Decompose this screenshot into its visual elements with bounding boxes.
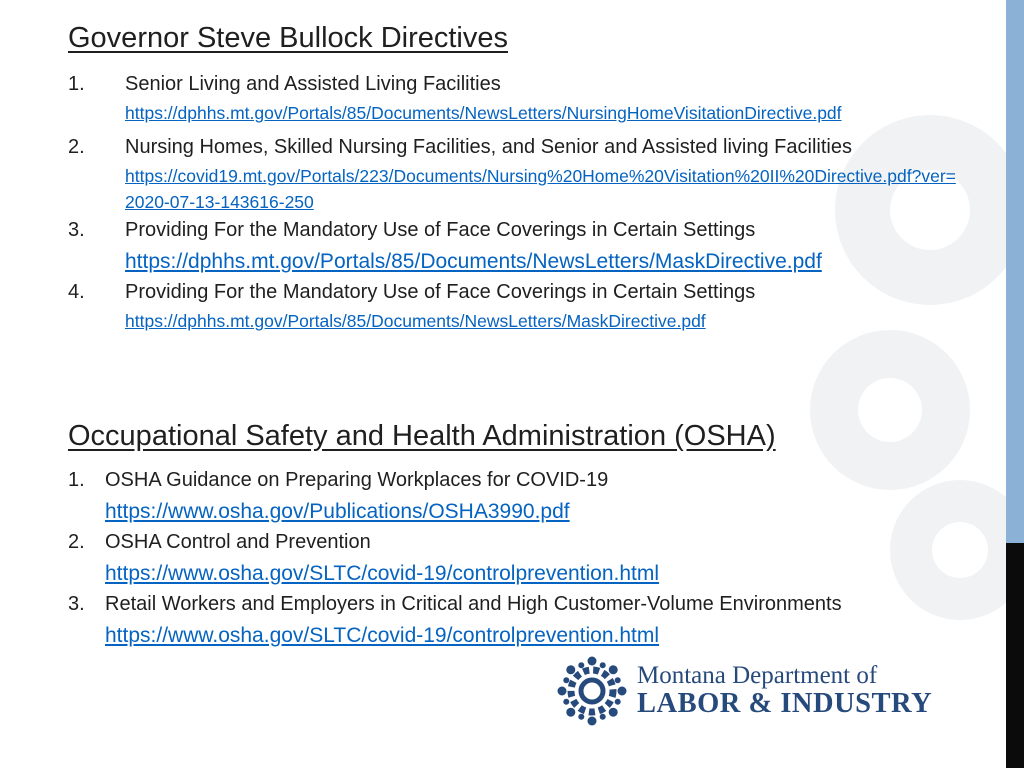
governor-directives-heading: Governor Steve Bullock Directives <box>68 22 508 54</box>
dark-side-bar <box>1006 543 1024 768</box>
osha-item-title: Retail Workers and Employers in Critical and High Customer-Volume Environments <box>105 593 842 615</box>
directive-link[interactable]: https://covid19.mt.gov/Portals/223/Documents/Nursing%20Home%20Visitation%20II%20Directive.pdf?ver=2020-07-13-143616-250 <box>125 166 956 212</box>
directive-title: Senior Living and Assisted Living Facilities <box>125 73 501 95</box>
osha-item-title: OSHA Control and Prevention <box>105 531 371 553</box>
item-number: 2. <box>68 136 85 158</box>
directive-link[interactable]: https://dphhs.mt.gov/Portals/85/Documents/NewsLetters/MaskDirective.pdf <box>125 250 822 273</box>
osha-heading: Occupational Safety and Health Administration (OSHA) <box>68 420 776 452</box>
logo-line-1: Montana Department of <box>637 662 878 689</box>
osha-list <box>68 465 842 651</box>
department-logo <box>556 655 932 727</box>
gear-icon <box>556 655 628 727</box>
item-number: 1. <box>68 73 85 95</box>
osha-link[interactable]: https://www.osha.gov/Publications/OSHA3990.pdf <box>105 500 570 523</box>
directive-link[interactable]: https://dphhs.mt.gov/Portals/85/Documents/NewsLetters/MaskDirective.pdf <box>125 311 706 331</box>
directive-item <box>68 69 957 126</box>
directive-title: Providing For the Mandatory Use of Face Coverings in Certain Settings <box>125 281 756 303</box>
item-number: 3. <box>68 593 85 615</box>
item-number: 1. <box>68 469 85 491</box>
governor-directives-list <box>68 69 957 334</box>
osha-item <box>68 527 842 589</box>
osha-item-title: OSHA Guidance on Preparing Workplaces for COVID-19 <box>105 469 609 491</box>
item-number: 3. <box>68 219 85 241</box>
osha-item <box>68 465 842 527</box>
osha-link[interactable]: https://www.osha.gov/SLTC/covid-19/controlprevention.html <box>105 562 660 585</box>
directive-item <box>68 215 957 277</box>
directive-title: Nursing Homes, Skilled Nursing Facilities, and Senior and Assisted living Facilities <box>125 136 852 158</box>
item-number: 4. <box>68 281 85 303</box>
osha-link[interactable]: https://www.osha.gov/SLTC/covid-19/controlprevention.html <box>105 624 660 647</box>
item-number: 2. <box>68 531 85 553</box>
osha-item <box>68 589 842 651</box>
logo-wordmark <box>637 663 932 719</box>
accent-side-bar <box>1006 0 1024 543</box>
directive-link[interactable]: https://dphhs.mt.gov/Portals/85/Documents/NewsLetters/NursingHomeVisitationDirective.pdf <box>125 103 842 123</box>
logo-line-2: LABOR & INDUSTRY <box>637 688 933 719</box>
directive-item <box>68 277 957 334</box>
directive-title: Providing For the Mandatory Use of Face Coverings in Certain Settings <box>125 219 756 241</box>
directive-item <box>68 132 957 215</box>
